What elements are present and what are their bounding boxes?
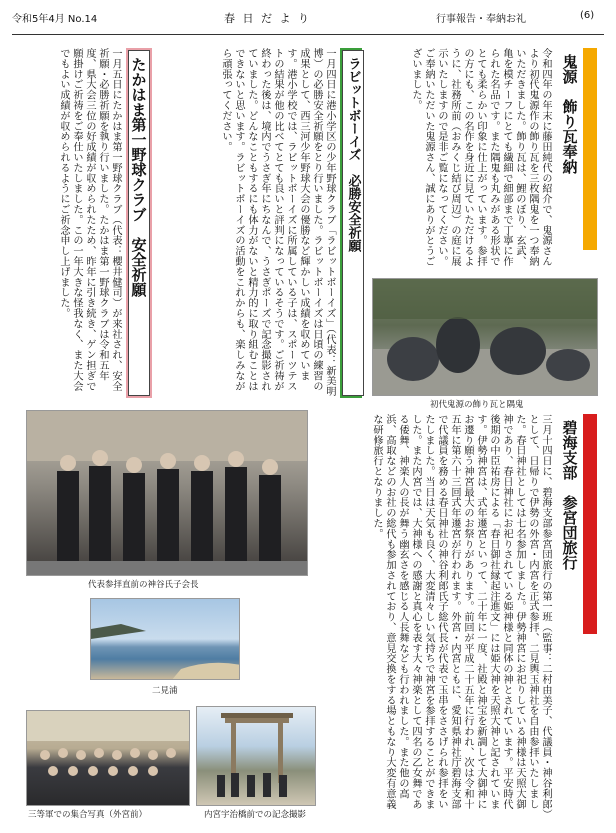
takahama-body: 一月五日にたかはま第一野球クラブ（代表：櫻井健司）が来社され、安全祈願・必勝祈願を執り行いました。たかはま第一野球クラブは令和五年度、県大会三位の好成績が収められたため、昨年に引き続き、ゲン担ぎで願掛けご祈祷をご奉仕いたしました。この一年大きな怪我なく、また大会でもよい成績が収められるようにご祈念申し上げました。 [58, 48, 121, 392]
group-photo-art [27, 711, 190, 806]
page-number: (6) [580, 10, 595, 21]
hekikai-photo-ujibashi [196, 706, 316, 806]
issue-date: 令和5年4月 No.14 [12, 14, 98, 25]
caption-ujibashi: 内宮宇治橋前での記念撮影 [204, 810, 307, 820]
caption-representative: 代表参拝直前の神谷氏子会長 [88, 580, 199, 590]
rabbit-body: 一月四日に港小学区の少年野球クラブ「ラビットボーイズ」（代表：新美明博）の必勝安全祈願をとり行いました。ラビットボーイズは日頃の練習の成果として、西三河少年野球大会の優勝など輝かしい成績を収めています。港小学校では、ラビットボーイズに所属している子は、スポーツテストの結果が他の比べてとても良いと評判になっているそうです。ご祈祷が終わった後は、境内でうさぎ年にちなんで、うさぎポーズで記念撮影されていました。どんなこともするにも体力がないと精力的に取り組むことはできないと思います。ラビットボーイズの活動をこれからも、楽しみながら頑張ってください。 [220, 48, 335, 397]
page-header [12, 8, 604, 28]
newsletter-title: 春 日 だ よ り [224, 12, 311, 25]
onigawara-caption: 初代鬼源の飾り瓦と隅鬼 [430, 400, 524, 410]
ujibashi-photo-art [197, 707, 316, 806]
representative-photo-art [27, 411, 308, 576]
hekikai-photo-futamiura [90, 598, 240, 680]
hekikai-photo-group [26, 710, 190, 806]
takahama-title: たかはま第一野球クラブ 安全祈願 [128, 50, 150, 396]
onigawara-photo-art [373, 279, 598, 396]
hekikai-body: 三月十四日に、碧海支部参宮団旅行の第一班（監事：二村由美子、代議員・神谷利郎）として、日帰りで伊勢の外宮・内宮を正式参拝、二見輿玉神社を自由参拝いたしました。春日神社としては七名参加しました。伊勢神宮にお祀りしている神様は天照大御神であり、春日神社にお祀りされている姫神様と同体の神とされています。平安時代後期の中臣祐房による「春日御社縁起注進文」には姫大神を天照大神と記されています。伊勢神宮は、式年遷宮といって、二十年に一度、社殿と神宝を新調して大御神にお遷り願う神宮最大のお祭りがあります。前回が平成二十五年に行われ、次は令和十五年に第六十三回式年遷宮が行われます。外宮・内宮ともに、愛知県神社庁碧海支部で代議員を務める春日神社の神谷利郎氏子総代長が代表で玉串をささげられ参拝をいたしました。当日は天気も良く、大変清々しい気持ちで神宮を参拝することができました。また内宮では、大神様への感謝と真心を表す大々神楽として四名の乙女舞である倭舞、神楽人の長が舞う幽玄さを感じる人長舞なども行われました。また他の高浜、高取などのお社の総代も参加されており、意見交換をする場ともなり大変有意義な研修旅行となりました。 [371, 414, 551, 815]
hekikai-accent-bar [583, 414, 597, 634]
header-rule [12, 34, 604, 35]
caption-group: 三等軍での集合写真（外宮前） [28, 810, 148, 820]
onigawara-photo [372, 278, 598, 396]
futamiura-photo-art [91, 599, 240, 680]
section-name: 行事報告・奉納お礼 [436, 14, 526, 25]
rabbit-title: ラビットボーイズ 必勝安全祈願 [342, 50, 364, 396]
onigawara-title: 鬼源 飾り瓦奉納 [560, 54, 579, 174]
onigawara-accent-bar [583, 48, 597, 250]
hekikai-title: 碧海支部 参宮団旅行 [560, 420, 579, 570]
hekikai-photo-representative [26, 410, 308, 576]
caption-futamiura: 二見浦 [152, 686, 178, 696]
onigawara-body: 令和四年の年末に藤田純代の紹介で、鬼源さんより初代鬼源作の飾り瓦を三枚隅鬼を一つ奉納いただきました。飾り瓦は、鯉のぼり、玄武、亀を模チーフにとても繊細で細部まで丁寧に作られた名品です。また隅鬼も丸みがある形状でとても柔らかい印象に仕上がっています。参拝の方にも、この名作を身近に見ていただけるように、社務所前（おみくじ結び周辺）の庭に展示いたしますので是非ご覧になってください。ご奉納いただいた鬼源さん、誠にありがとうございました。 [410, 48, 551, 267]
